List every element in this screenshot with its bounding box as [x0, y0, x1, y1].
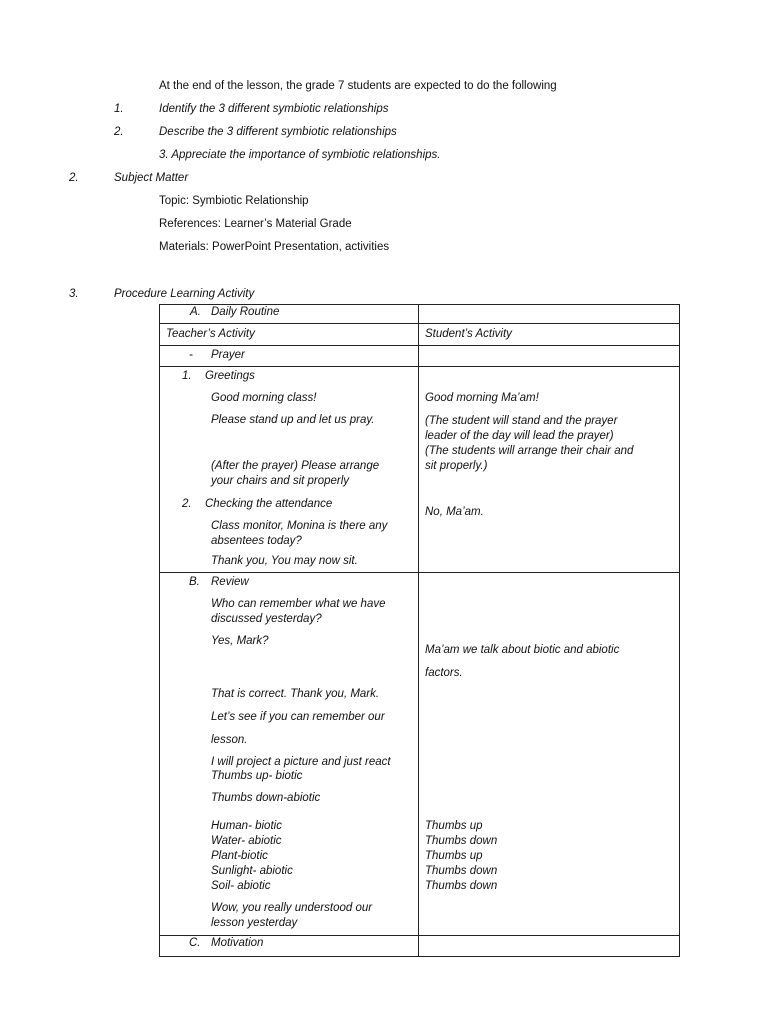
student-line: (The students will arrange their chair and [425, 445, 634, 457]
motivation-label: Motivation [211, 937, 264, 949]
table-row [160, 346, 680, 367]
teacher-line: Wow, you really understood our [211, 902, 373, 914]
objective-number: 2. [114, 126, 124, 138]
empty-cell [419, 346, 680, 367]
prayer-cell [160, 346, 419, 367]
section-number: 3. [69, 288, 79, 300]
teacher-line: your chairs and sit properly [211, 475, 350, 487]
teacher-header-cell [160, 324, 419, 346]
student-line: factors. [425, 667, 463, 679]
section-number: 2. [69, 172, 79, 184]
greetings-label: Greetings [205, 370, 255, 382]
empty-cell [419, 305, 680, 324]
teacher-line: Thank you, You may now sit. [211, 555, 358, 567]
table-row [160, 573, 680, 936]
teacher-line: Thumbs up- biotic [211, 770, 303, 782]
section-heading-subject-matter: Subject Matter [114, 172, 189, 184]
list-marker: 2. [182, 498, 192, 510]
list-item: Human- biotic [211, 820, 282, 832]
teacher-line: lesson. [211, 734, 248, 746]
student-line: leader of the day will lead the prayer) [425, 430, 614, 442]
empty-cell [419, 936, 680, 957]
daily-routine-label: Daily Routine [211, 306, 280, 318]
student-line: sit properly.) [425, 460, 488, 472]
materials-line: Materials: PowerPoint Presentation, activities [159, 241, 390, 253]
teacher-activity-header: Teacher’s Activity [166, 328, 255, 340]
section-heading-procedure: Procedure Learning Activity [114, 288, 255, 300]
table-row [160, 936, 680, 957]
review-label: Review [211, 576, 249, 588]
teacher-line: discussed yesterday? [211, 613, 322, 625]
student-line: (The student will stand and the prayer [425, 415, 618, 427]
table-row [160, 305, 680, 324]
teacher-line: Good morning class! [211, 392, 317, 404]
motivation-cell [160, 936, 419, 957]
daily-routine-cell [160, 305, 419, 324]
teacher-line: Class monitor, Monina is there any [211, 520, 388, 532]
student-line: No, Ma’am. [425, 506, 484, 518]
table-row [160, 367, 680, 573]
list-item: Thumbs down [425, 835, 498, 847]
list-item: Sunlight- abiotic [211, 865, 293, 877]
objective-number: 1. [114, 103, 124, 115]
list-item: Thumbs up [425, 820, 483, 832]
student-header-cell [419, 324, 680, 346]
objective-item: 3. Appreciate the importance of symbiotic relationships. [159, 149, 441, 161]
bullet-marker: - [189, 349, 193, 361]
teacher-line: That is correct. Thank you, Mark. [211, 688, 380, 700]
objectives-intro: At the end of the lesson, the grade 7 students are expected to do the following [159, 80, 557, 92]
list-marker: 1. [182, 370, 192, 382]
teacher-line: Thumbs down-abiotic [211, 792, 321, 804]
section-marker: A. [190, 306, 201, 318]
list-item: Water- abiotic [211, 835, 282, 847]
review-teacher-cell [160, 573, 419, 936]
teacher-line: Please stand up and let us pray. [211, 414, 375, 426]
teacher-line: Let’s see if you can remember our [211, 711, 385, 723]
teacher-line: lesson yesterday [211, 917, 298, 929]
topic-line: Topic: Symbiotic Relationship [159, 195, 309, 207]
student-line: Good morning Ma’am! [425, 392, 539, 404]
list-item: Thumbs down [425, 880, 498, 892]
lesson-procedure-table [159, 304, 680, 957]
attendance-label: Checking the attendance [205, 498, 333, 510]
student-line: Ma’am we talk about biotic and abiotic [425, 644, 620, 656]
teacher-line: I will project a picture and just react [211, 756, 391, 768]
section-marker: C. [189, 937, 201, 949]
teacher-line: Who can remember what we have [211, 598, 386, 610]
review-student-cell [419, 573, 680, 936]
greetings-teacher-cell [160, 367, 419, 573]
greetings-student-cell [419, 367, 680, 573]
list-item: Plant-biotic [211, 850, 268, 862]
list-item: Soil- abiotic [211, 880, 271, 892]
teacher-line: absentees today? [211, 535, 302, 547]
teacher-line: (After the prayer) Please arrange [211, 460, 380, 472]
student-activity-header: Student’s Activity [425, 328, 512, 340]
prayer-label: Prayer [211, 349, 245, 361]
objective-item: Describe the 3 different symbiotic relationships [159, 126, 397, 138]
list-item: Thumbs down [425, 865, 498, 877]
objective-item: Identify the 3 different symbiotic relationships [159, 103, 389, 115]
teacher-line: Yes, Mark? [211, 635, 269, 647]
list-item: Thumbs up [425, 850, 483, 862]
section-marker: B. [189, 576, 200, 588]
references-line: References: Learner’s Material Grade [159, 218, 352, 230]
table-row [160, 324, 680, 346]
